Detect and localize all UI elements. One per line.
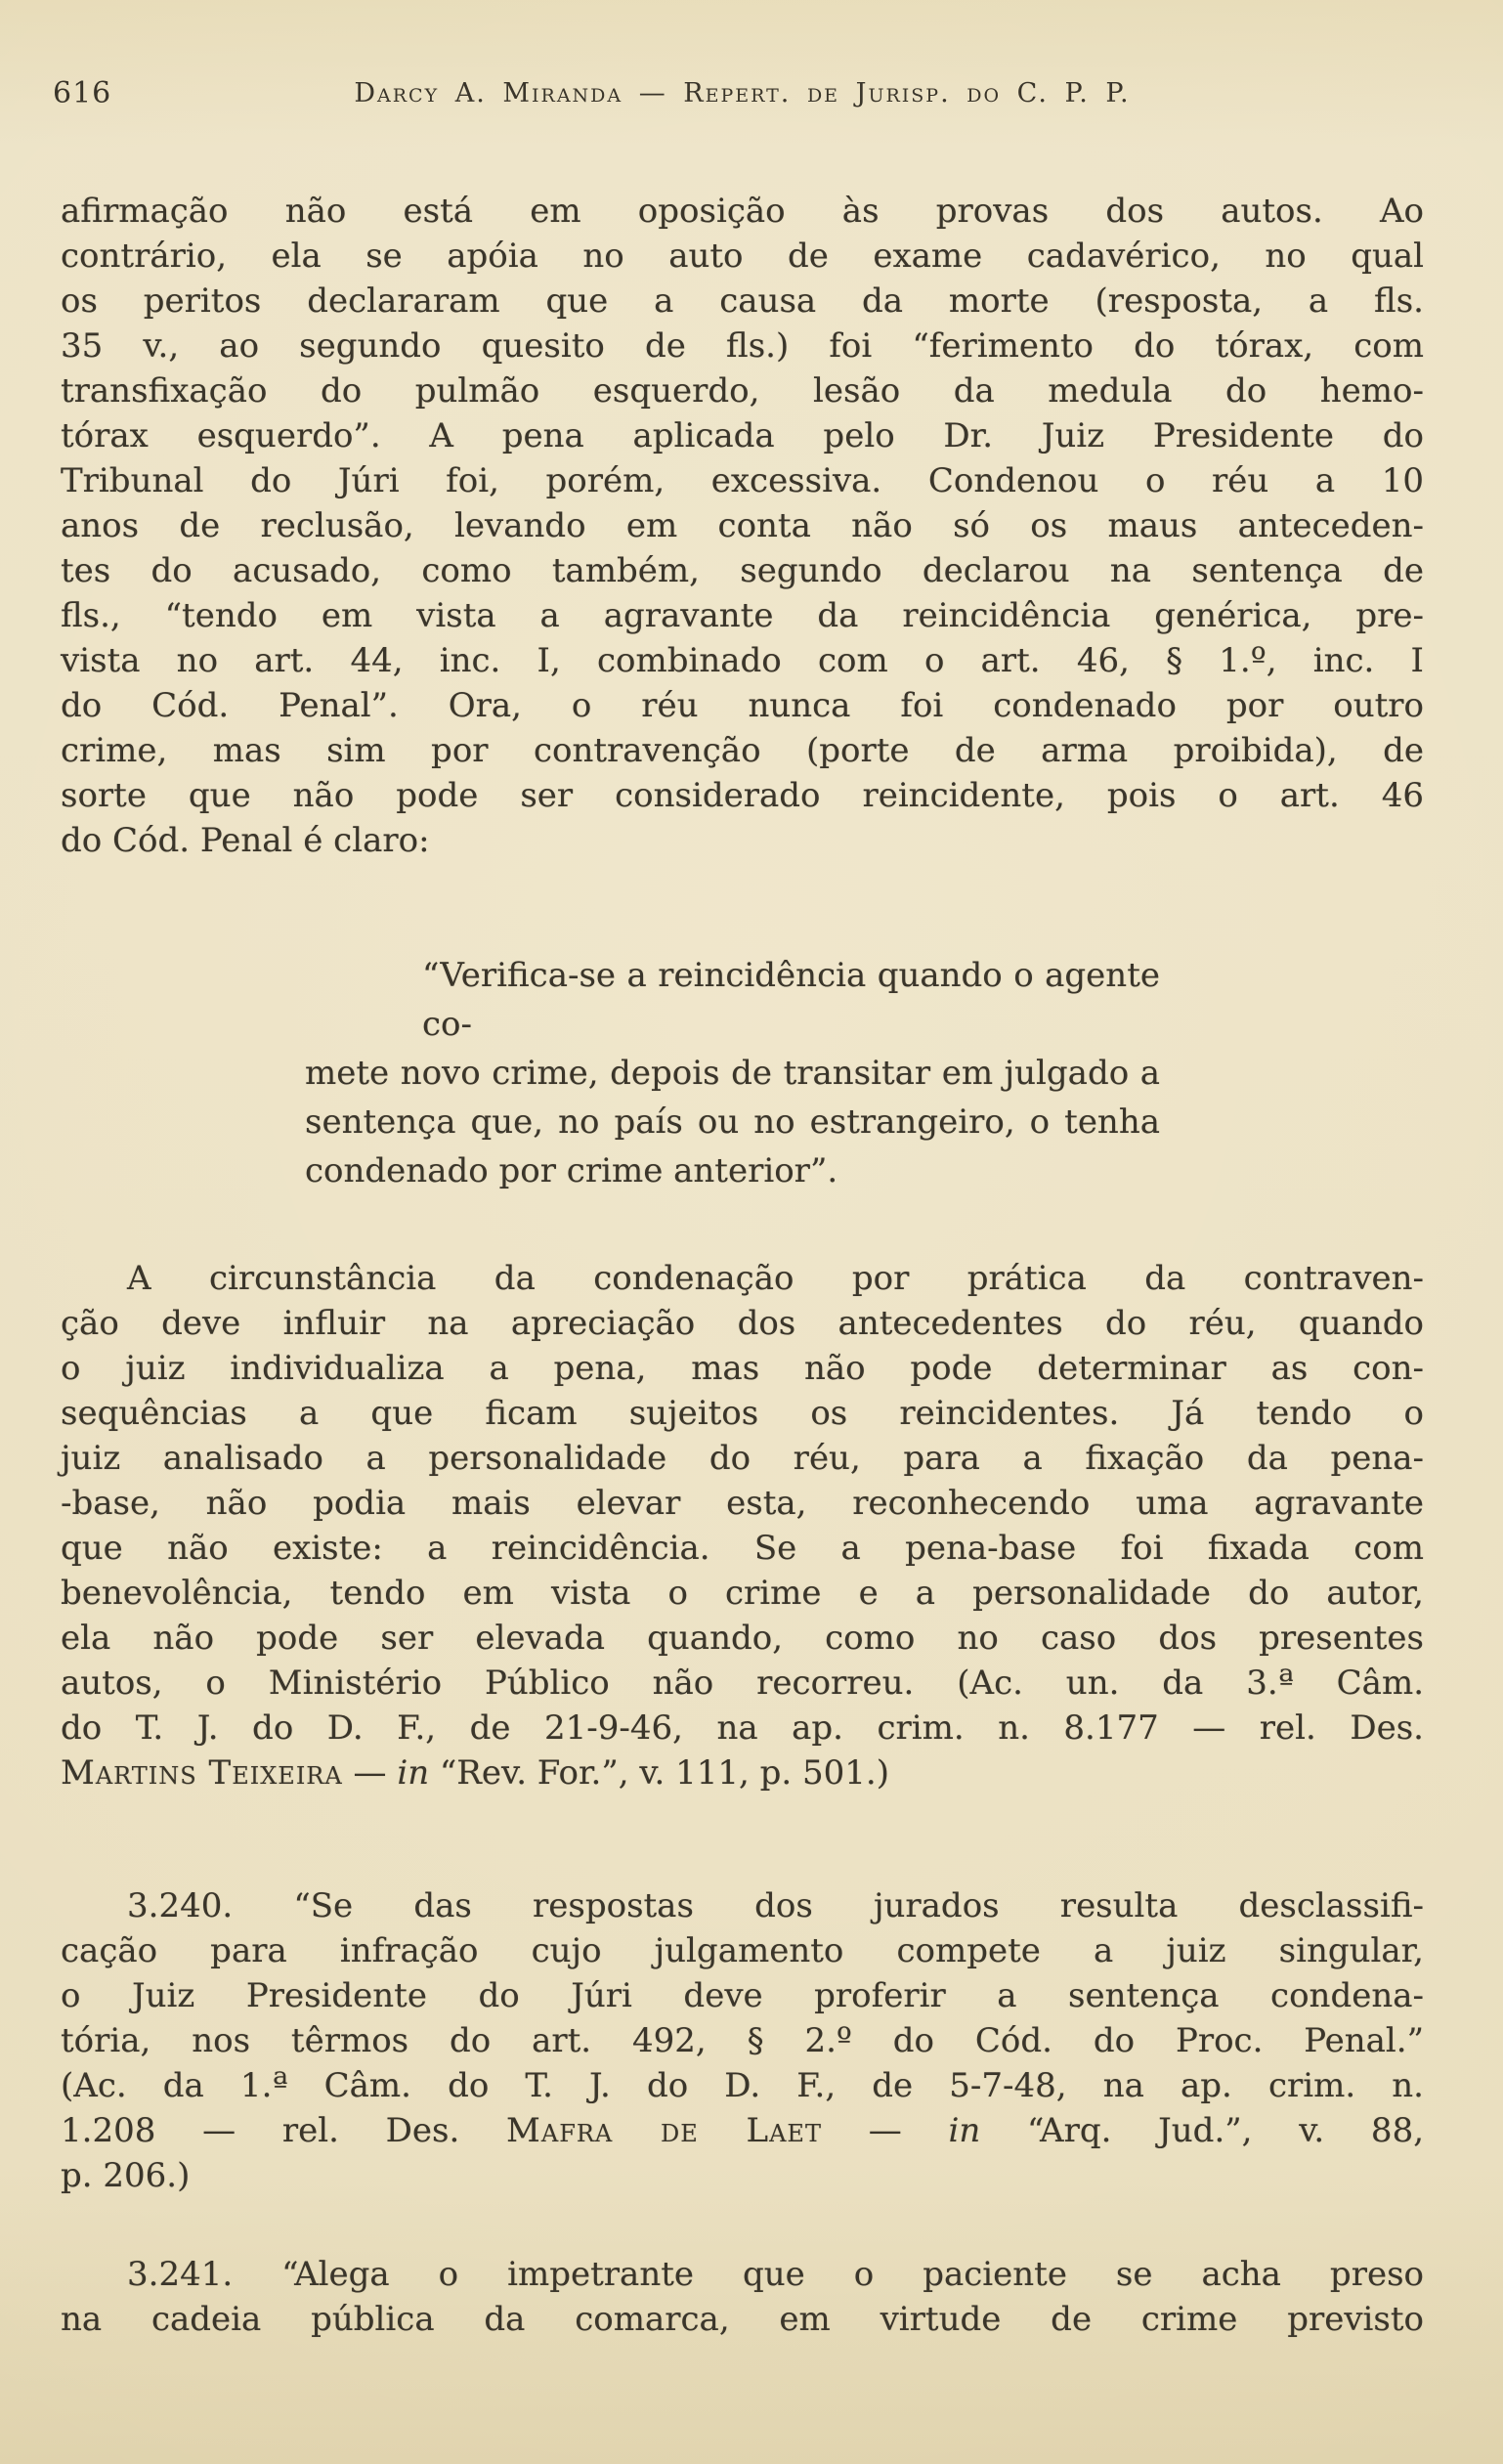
text-line: A circunstância da condenação por prática da contraven-	[127, 1259, 1424, 1298]
text-line: transfixação do pulmão esquerdo, lesão da medula do hemo-	[61, 371, 1424, 411]
blockquote-art46	[305, 951, 1160, 1195]
text-line: do Cód. Penal”. Ora, o réu nunca foi condenado por outro	[61, 686, 1424, 725]
text-line: os peritos declararam que a causa da morte (resposta, a fls.	[61, 281, 1424, 321]
text-line: afirmação não está em oposição às provas dos autos. Ao	[61, 192, 1424, 231]
running-title: Darcy A. Miranda — Repert. de Jurisp. do C. P. P.	[354, 78, 1131, 108]
plain-text: “Arq. Jud.”, v. 88,	[980, 2111, 1425, 2150]
text-line: sequências a que ficam sujeitos os reincidentes. Já tendo o	[61, 1394, 1424, 1433]
plain-text: “Rev. For.”, v. 111, p. 501.)	[429, 1753, 889, 1793]
text-line: o juiz individualiza a pena, mas não pode determinar as con-	[61, 1349, 1424, 1388]
italic-text: in	[948, 2111, 981, 2150]
text-line: p. 206.)	[61, 2156, 191, 2195]
text-line	[61, 2108, 1424, 2153]
text-line: 35 v., ao segundo quesito de fls.) foi “ferimento do tórax, com	[61, 326, 1424, 366]
text-line: Tribunal do Júri foi, porém, excessiva. Condenou o réu a 10	[61, 461, 1424, 500]
running-header	[53, 76, 1424, 117]
text-line: do Cód. Penal é claro:	[61, 821, 430, 860]
text-line: mete novo crime, depois de transitar em julgado a	[305, 1054, 1160, 1093]
page-number: 616	[53, 76, 112, 110]
text-line: do T. J. do D. F., de 21-9-46, na ap. crim. n. 8.177 — rel. Des.	[61, 1708, 1424, 1748]
text-line: na cadeia pública da comarca, em virtude de crime previsto	[61, 2300, 1424, 2339]
text-line	[61, 1751, 1424, 1795]
text-line: sorte que não pode ser considerado reincidente, pois o art. 46	[61, 776, 1424, 815]
plain-text: —	[821, 2111, 949, 2150]
text-line: cação para infração cujo julgamento compete a juiz singular,	[61, 1931, 1424, 1970]
text-line: fls., “tendo em vista a agravante da reincidência genérica, pre-	[61, 596, 1424, 635]
small-caps-name: Mafra de Laet	[506, 2111, 822, 2150]
text-line: juiz analisado a personalidade do réu, para a fixação da pena-	[61, 1439, 1424, 1478]
text-line: contrário, ela se apóia no auto de exame cadavérico, no qual	[61, 237, 1424, 276]
text-line: tória, nos têrmos do art. 492, § 2.º do Cód. do Proc. Penal.”	[61, 2021, 1424, 2060]
text-line: que não existe: a reincidência. Se a pena-base foi fixada com	[61, 1529, 1424, 1568]
text-line: tórax esquerdo”. A pena aplicada pelo Dr. Juiz Presidente do	[61, 416, 1424, 455]
italic-text: in	[397, 1753, 430, 1793]
paragraph-commentary	[61, 1256, 1424, 1795]
paragraph-continuation	[61, 189, 1424, 863]
text-line: tes do acusado, como também, segundo declarou na sentença de	[61, 551, 1424, 590]
text-line: (Ac. da 1.ª Câm. do T. J. do D. F., de 5-7-48, na ap. crim. n.	[61, 2066, 1424, 2105]
small-caps-name: Martins Teixeira	[61, 1753, 343, 1793]
text-line: ção deve influir na apreciação dos antecedentes do réu, quando	[61, 1304, 1424, 1343]
text-line: benevolência, tendo em vista o crime e a personalidade do autor,	[61, 1574, 1424, 1613]
entry-3241	[61, 2252, 1424, 2342]
text-line: crime, mas sim por contravenção (porte de arma proibida), de	[61, 731, 1424, 770]
text-line: 3.241. “Alega o impetrante que o paciente se acha preso	[127, 2255, 1424, 2294]
text-line: o Juiz Presidente do Júri deve proferir a sentença condena-	[61, 1976, 1424, 2015]
text-line: -base, não podia mais elevar esta, reconhecendo uma agravante	[61, 1484, 1424, 1523]
text-line: 3.240. “Se das respostas dos jurados resulta desclassifi-	[127, 1886, 1424, 1925]
plain-text: —	[342, 1753, 398, 1793]
text-line: vista no art. 44, inc. I, combinado com o art. 46, § 1.º, inc. I	[61, 641, 1424, 680]
text-line: autos, o Ministério Público não recorreu. (Ac. un. da 3.ª Câm.	[61, 1664, 1424, 1703]
text-line: sentença que, no país ou no estrangeiro, o tenha	[305, 1102, 1160, 1142]
text-line: ela não pode ser elevada quando, como no caso dos presentes	[61, 1619, 1424, 1658]
entry-3240	[61, 1883, 1424, 2198]
text-line: anos de reclusão, levando em conta não só os maus anteceden-	[61, 506, 1424, 545]
text-line: “Verifica-se a reincidência quando o agente co-	[422, 956, 1160, 1044]
plain-text: 1.208 — rel. Des.	[61, 2111, 507, 2150]
text-line: condenado por crime anterior”.	[305, 1151, 838, 1190]
